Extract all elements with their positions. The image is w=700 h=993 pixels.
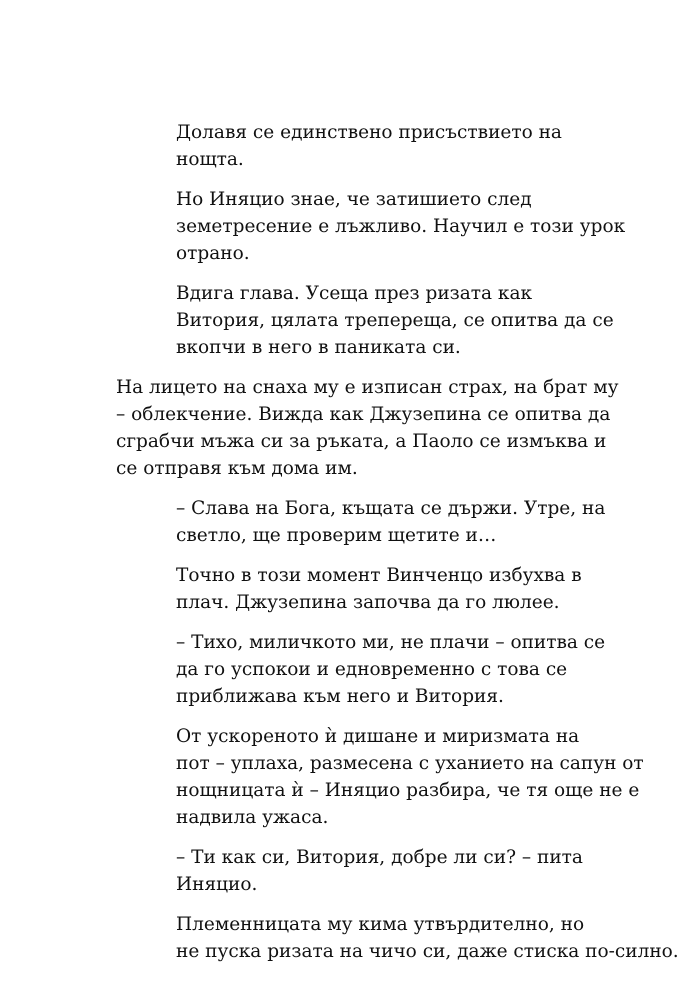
- text-line: пот – уплаха, размесена с уханието на сапун от: [176, 753, 644, 774]
- text-line: Иняцио.: [176, 874, 258, 895]
- text-line: плач. Джузепина започва да го люлее.: [176, 592, 560, 613]
- text-line: сграбчи мъжа си за ръката, а Паоло се измъква и: [116, 431, 607, 452]
- page-body-text: [116, 119, 679, 978]
- text-line: Долавя се единствено присъствието на: [176, 122, 562, 143]
- text-line: нощницата ѝ – Иняцио разбира, че тя още не е: [176, 780, 640, 801]
- paragraph: [116, 374, 619, 482]
- paragraph: [116, 911, 679, 965]
- text-line: От ускореното ѝ дишане и миризмата на: [176, 726, 580, 747]
- paragraph: [116, 119, 578, 173]
- text-line: не пуска ризата на чичо си, даже стиска по-силно.: [176, 941, 679, 962]
- text-line: На лицето на снаха му е изписан страх, на брат му: [116, 377, 619, 398]
- paragraph: [116, 723, 644, 831]
- text-line: се отправя към дома им.: [116, 458, 358, 479]
- text-line: земетресение е лъжливо. Научил е този урок: [176, 216, 626, 237]
- text-line: Точно в този момент Винченцо избухва в: [176, 565, 582, 586]
- text-line: светло, ще проверим щетите и…: [176, 525, 497, 546]
- text-line: да го успокои и едновременно с това се: [176, 659, 568, 680]
- text-line: Племенницата му кима утвърдително, но: [176, 914, 585, 935]
- text-line: вкопчи в него в паниката си.: [176, 337, 461, 358]
- text-line: надвила ужаса.: [176, 807, 329, 828]
- paragraph: [116, 186, 626, 267]
- text-line: – Ти как си, Витория, добре ли си? – пита: [176, 847, 583, 868]
- text-line: приближава към него и Витория.: [176, 686, 504, 707]
- text-line: – Тихо, миличкото ми, не плачи – опитва се: [176, 632, 606, 653]
- text-line: Витория, цялата трепереща, се опитва да се: [176, 310, 614, 331]
- paragraph: [116, 280, 614, 361]
- text-line: отрано.: [176, 243, 250, 264]
- text-line: Но Иняцио знае, че затишието след: [176, 189, 532, 210]
- text-line: – Слава на Бога, къщата се държи. Утре, на: [176, 498, 606, 519]
- paragraph: [116, 844, 583, 898]
- paragraph: [116, 562, 582, 616]
- paragraph: [116, 629, 606, 710]
- text-line: Вдига глава. Усеща през ризата как: [176, 283, 533, 304]
- paragraph: [116, 495, 606, 549]
- text-line: – облекчение. Вижда как Джузепина се опитва да: [116, 404, 611, 425]
- text-line: нощта.: [176, 149, 244, 170]
